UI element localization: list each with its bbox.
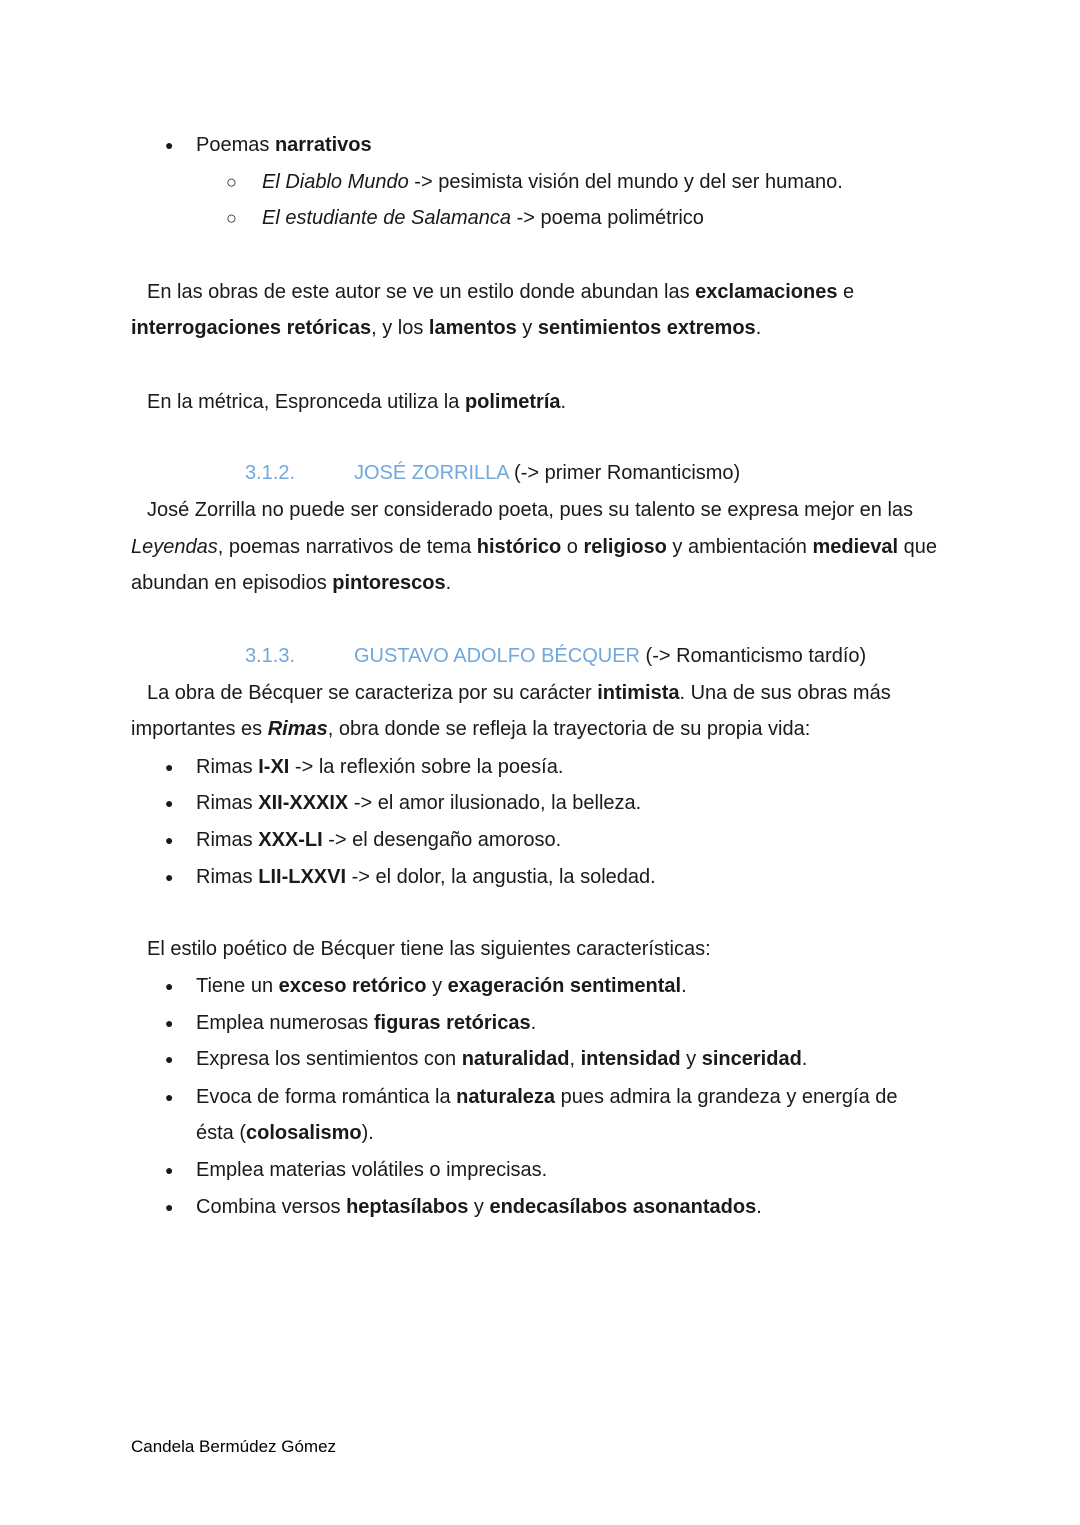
text: o xyxy=(561,536,584,558)
text: Emplea materias volátiles o imprecisas. xyxy=(196,1159,548,1181)
text: -> poema polimétrico xyxy=(511,207,704,229)
text: GUSTAVO ADOLFO BÉCQUER xyxy=(354,645,640,667)
bold-text: LII-LXXVI xyxy=(258,866,347,888)
text: , y los xyxy=(371,317,429,339)
bullet-icon: ● xyxy=(165,795,174,811)
footer-author: Candela Bermúdez Gómez xyxy=(131,1437,337,1456)
list-item xyxy=(196,789,641,817)
bold-text: exclamaciones xyxy=(695,281,838,303)
list-item xyxy=(196,1193,762,1221)
bold-text: endecasílabos asonantados xyxy=(489,1196,757,1218)
bold-text: medieval xyxy=(812,536,899,558)
text: , xyxy=(569,1048,581,1070)
list-item xyxy=(196,1119,374,1147)
bullet-icon: ● xyxy=(165,869,174,885)
text: -> el dolor, la angustia, la soledad. xyxy=(346,866,656,888)
bold-text: intimista xyxy=(597,682,680,704)
text: -> la reflexión sobre la poesía. xyxy=(289,756,564,778)
text: y xyxy=(426,975,448,997)
bullet-icon: ● xyxy=(165,1051,174,1067)
text: . xyxy=(755,317,762,339)
text: JOSÉ ZORRILLA xyxy=(354,462,509,484)
bold-text: polimetría xyxy=(464,391,561,413)
text: y xyxy=(680,1048,702,1070)
bold-text: heptasílabos xyxy=(346,1196,469,1218)
list-item xyxy=(196,972,687,1000)
text: Combina versos xyxy=(196,1196,347,1218)
text: José Zorrilla no puede ser considerado poeta, pues su talento se expresa mejor en las xyxy=(147,499,914,521)
text: . xyxy=(560,391,567,413)
paragraph-line xyxy=(147,679,891,707)
text: ). xyxy=(361,1122,374,1144)
list-item xyxy=(196,1083,898,1111)
list-item xyxy=(196,131,372,159)
bold-text: naturalidad xyxy=(461,1048,570,1070)
text: Rimas xyxy=(196,792,259,814)
text: Rimas xyxy=(196,756,259,778)
text: -> el amor ilusionado, la belleza. xyxy=(348,792,642,814)
bold-text: histórico xyxy=(476,536,562,558)
text: Tiene un xyxy=(196,975,279,997)
bullet-icon: ● xyxy=(165,1089,174,1105)
paragraph-line xyxy=(147,388,566,416)
text: . xyxy=(756,1196,762,1218)
bold-text: exceso retórico xyxy=(278,975,427,997)
text: Rimas xyxy=(196,829,259,851)
bullet-icon: ● xyxy=(165,759,174,775)
text: En las obras de este autor se ve un estilo donde abundan las xyxy=(147,281,696,303)
text: , obra donde se refleja la trayectoria de su propia vida: xyxy=(327,718,811,740)
section-heading xyxy=(354,459,740,487)
paragraph-line xyxy=(147,496,913,524)
text: La obra de Bécquer se caracteriza por su carácter xyxy=(147,682,598,704)
text: . xyxy=(445,572,452,594)
bold-text: XII-XXXIX xyxy=(258,792,349,814)
sub-bullet-icon: ○ xyxy=(226,172,237,192)
paragraph-line xyxy=(131,569,451,597)
section-heading xyxy=(354,642,866,670)
paragraph-line xyxy=(131,533,937,561)
paragraph-line xyxy=(147,935,711,963)
text: . Una de sus obras más xyxy=(679,682,891,704)
bold-text: colosalismo xyxy=(246,1122,362,1144)
bold-text: XXX-LI xyxy=(258,829,323,851)
list-item xyxy=(262,204,704,232)
text: Evoca de forma romántica la xyxy=(196,1086,457,1108)
list-item xyxy=(196,863,656,891)
bold-text: figuras retóricas xyxy=(373,1012,531,1034)
text: . xyxy=(801,1048,808,1070)
text: (-> primer Romanticismo) xyxy=(508,462,741,484)
list-item xyxy=(196,826,561,854)
sub-bullet-icon: ○ xyxy=(226,208,237,228)
paragraph-line xyxy=(131,715,810,743)
text: y xyxy=(468,1196,490,1218)
bullet-icon: ● xyxy=(165,1015,174,1031)
bold-text: sentimientos extremos xyxy=(537,317,756,339)
text: Expresa los sentimientos con xyxy=(196,1048,462,1070)
bullet-icon: ● xyxy=(165,137,174,153)
bold-text: narrativos xyxy=(274,134,372,156)
text: En la métrica, Espronceda utiliza la xyxy=(147,391,465,413)
text: ésta ( xyxy=(196,1122,247,1144)
bold-text: pintorescos xyxy=(332,572,446,594)
text: Poemas xyxy=(196,134,275,156)
paragraph-line xyxy=(147,278,854,306)
text: . xyxy=(530,1012,537,1034)
list-item xyxy=(196,753,563,781)
text: Rimas xyxy=(196,866,259,888)
text: importantes es xyxy=(131,718,268,740)
italic-text: El Diablo Mundo xyxy=(262,171,409,193)
bold-text: sinceridad xyxy=(701,1048,802,1070)
bullet-icon: ● xyxy=(165,832,174,848)
text: -> pesimista visión del mundo y del ser humano. xyxy=(408,171,843,193)
text: e xyxy=(837,281,855,303)
bold-text: interrogaciones retóricas xyxy=(131,317,372,339)
bullet-icon: ● xyxy=(165,1199,174,1215)
section-number: 3.1.2. xyxy=(245,462,296,484)
text: (-> Romanticismo tardío) xyxy=(639,645,867,667)
list-item xyxy=(196,1009,536,1037)
section-number: 3.1.3. xyxy=(245,645,296,667)
italic-text: Leyendas xyxy=(131,536,218,558)
bold-text: lamentos xyxy=(428,317,517,339)
list-item xyxy=(196,1156,547,1184)
bold-text: Rimas xyxy=(267,718,328,740)
bold-text: I-XI xyxy=(258,756,290,778)
italic-text: El estudiante de Salamanca xyxy=(262,207,512,229)
list-item xyxy=(262,168,843,196)
list-item xyxy=(196,1045,807,1073)
bold-text: exageración sentimental xyxy=(447,975,682,997)
bold-text: naturaleza xyxy=(456,1086,556,1108)
text: , poemas narrativos de tema xyxy=(217,536,477,558)
text: y ambientación xyxy=(666,536,813,558)
bullet-icon: ● xyxy=(165,1162,174,1178)
text: Emplea numerosas xyxy=(196,1012,374,1034)
bold-text: intensidad xyxy=(580,1048,681,1070)
text: y xyxy=(516,317,538,339)
bold-text: religioso xyxy=(583,536,667,558)
text: . xyxy=(681,975,687,997)
text: abundan en episodios xyxy=(131,572,333,594)
text: que xyxy=(898,536,938,558)
text: pues admira la grandeza y energía de xyxy=(555,1086,898,1108)
text: El estilo poético de Bécquer tiene las siguientes características: xyxy=(147,938,711,960)
paragraph-line xyxy=(131,314,761,342)
text: -> el desengaño amoroso. xyxy=(322,829,562,851)
bullet-icon: ● xyxy=(165,978,174,994)
